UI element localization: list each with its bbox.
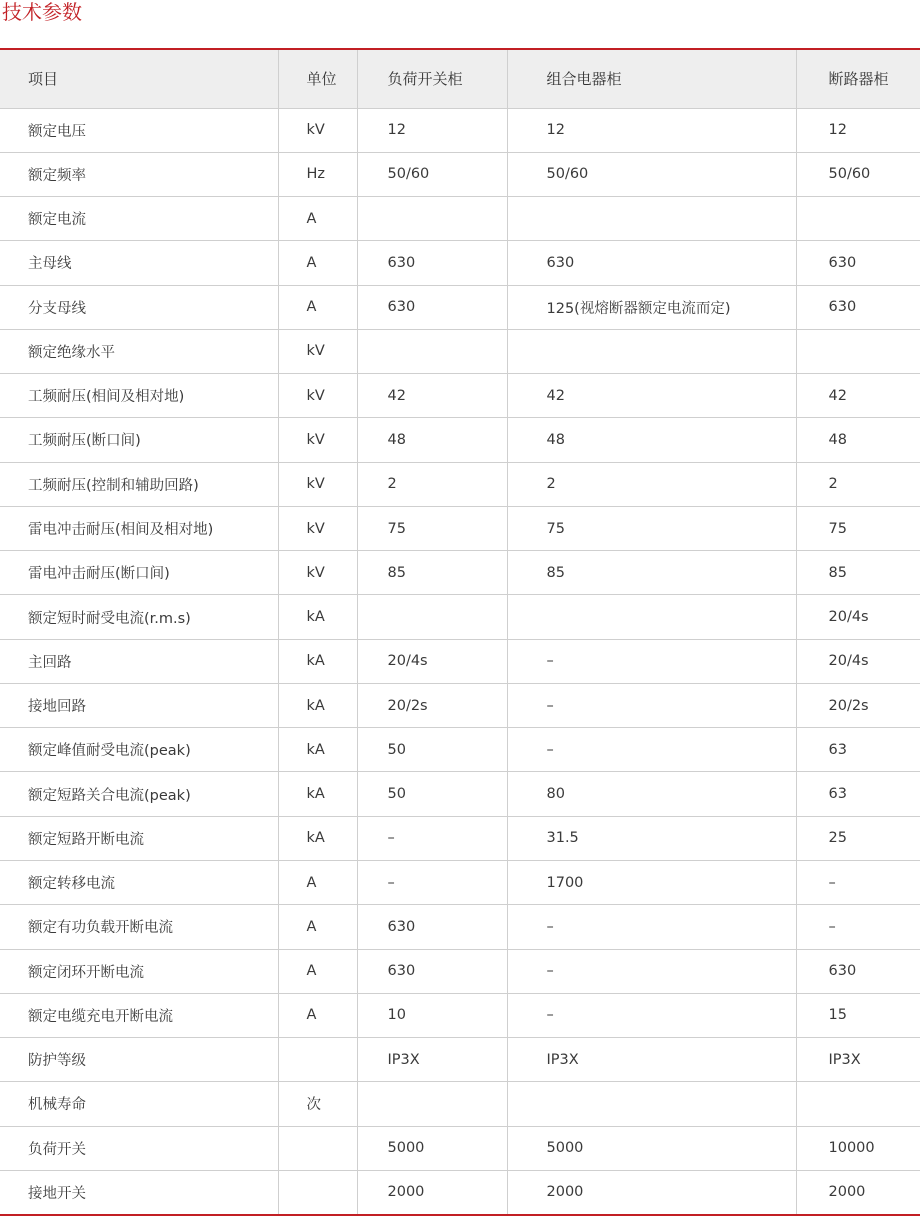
row-item-cell: 额定闭环开断电流	[0, 949, 278, 993]
row-combined-apparatus-value: 630	[507, 241, 796, 285]
row-unit-cell: kV	[278, 506, 357, 550]
row-unit-cell: A	[278, 197, 357, 241]
row-item-cell: 额定转移电流	[0, 861, 278, 905]
row-combined-apparatus-value	[507, 595, 796, 639]
row-circuit-breaker-value: 63	[796, 772, 920, 816]
row-load-switch-value: 630	[357, 949, 507, 993]
row-unit-cell: 次	[278, 1082, 357, 1126]
row-item-cell: 额定电流	[0, 197, 278, 241]
row-load-switch-value: 2	[357, 462, 507, 506]
row-circuit-breaker-value: 2000	[828, 1184, 866, 1201]
row-item-cell: 雷电冲击耐压(相间及相对地)	[0, 506, 278, 550]
table-row	[0, 506, 920, 550]
row-circuit-breaker-value: 20/4s	[796, 639, 920, 683]
row-combined-apparatus-value: IP3X	[507, 1038, 796, 1082]
row-circuit-breaker-value: –	[796, 905, 920, 949]
row-circuit-breaker-value: 48	[796, 418, 920, 462]
page-title: 技术参数	[2, 0, 82, 24]
table-row	[0, 816, 920, 860]
row-unit-cell: kV	[278, 108, 357, 152]
table-row	[0, 993, 920, 1037]
table-row	[0, 639, 920, 683]
table-row	[0, 683, 920, 727]
row-load-switch-value: 48	[357, 418, 507, 462]
row-combined-apparatus-value: 50/60	[507, 152, 796, 196]
row-unit-cell: kV	[278, 551, 357, 595]
row-combined-apparatus-value: 125(视熔断器额定电流而定)	[507, 285, 796, 329]
row-unit-cell: A	[278, 861, 357, 905]
row-item-cell: 额定有功负载开断电流	[0, 905, 278, 949]
row-unit-cell: kA	[278, 683, 357, 727]
row-combined-apparatus-value: 12	[507, 108, 796, 152]
row-item-cell: 主母线	[0, 241, 278, 285]
row-load-switch-value: 75	[357, 506, 507, 550]
row-circuit-breaker-value	[796, 197, 920, 241]
header-item: 项目	[0, 49, 278, 108]
table-row	[0, 551, 920, 595]
table-row	[0, 1038, 920, 1082]
table-row	[0, 285, 920, 329]
row-load-switch-value: 10	[357, 993, 507, 1037]
header-circuit-breaker-cabinet: 断路器柜	[796, 49, 920, 108]
row-item-cell: 额定短路关合电流(peak)	[0, 772, 278, 816]
row-item-cell: 额定绝缘水平	[0, 329, 278, 373]
row-load-switch-value	[357, 1082, 507, 1126]
row-combined-apparatus-value: 85	[507, 551, 796, 595]
row-unit-cell: kA	[278, 772, 357, 816]
table-row	[0, 595, 920, 639]
row-circuit-breaker-value: 42	[796, 374, 920, 418]
row-item-cell: 接地回路	[0, 683, 278, 727]
table-row	[0, 241, 920, 285]
row-unit-cell: kA	[278, 639, 357, 683]
row-circuit-breaker-value	[796, 1082, 920, 1126]
row-combined-apparatus-value: 75	[507, 506, 796, 550]
row-load-switch-value: 20/2s	[357, 683, 507, 727]
row-unit-cell	[278, 1170, 357, 1214]
row-combined-apparatus-value: –	[507, 993, 796, 1037]
row-load-switch-value: 630	[357, 241, 507, 285]
row-unit-cell	[278, 1038, 357, 1082]
row-load-switch-value: 630	[357, 285, 507, 329]
header-combined-apparatus-cabinet: 组合电器柜	[507, 49, 796, 108]
row-load-switch-value	[357, 595, 507, 639]
row-unit-cell: kV	[278, 329, 357, 373]
row-circuit-breaker-value: 2	[796, 462, 920, 506]
row-circuit-breaker-value: 12	[796, 108, 920, 152]
row-circuit-breaker-value: 630	[796, 241, 920, 285]
row-item-cell: 雷电冲击耐压(断口间)	[0, 551, 278, 595]
row-load-switch-value: 12	[357, 108, 507, 152]
row-circuit-breaker-value: –	[796, 861, 920, 905]
row-unit-cell: A	[278, 949, 357, 993]
row-load-switch-value: 50/60	[357, 152, 507, 196]
row-item-cell: 接地开关	[0, 1170, 278, 1214]
row-load-switch-value: 50	[357, 728, 507, 772]
row-circuit-breaker-value: IP3X	[796, 1038, 920, 1082]
row-combined-apparatus-value: 5000	[507, 1126, 796, 1170]
row-combined-apparatus-value	[507, 197, 796, 241]
row-load-switch-value: 42	[357, 374, 507, 418]
row-item-cell: 负荷开关	[0, 1126, 278, 1170]
table-row	[0, 108, 920, 152]
row-unit-cell	[278, 1126, 357, 1170]
table-row	[0, 418, 920, 462]
table-header-row	[0, 49, 920, 108]
row-item-cell: 额定电缆充电开断电流	[0, 993, 278, 1037]
row-item-cell: 分支母线	[0, 285, 278, 329]
row-circuit-breaker-value: 25	[796, 816, 920, 860]
table-row	[0, 462, 920, 506]
row-combined-apparatus-value: –	[507, 639, 796, 683]
table-row	[0, 1170, 920, 1214]
row-circuit-breaker-value: 20/2s	[796, 683, 920, 727]
row-combined-apparatus-value: 2	[507, 462, 796, 506]
row-combined-apparatus-value: 31.5	[507, 816, 796, 860]
row-combined-apparatus-value: 48	[507, 418, 796, 462]
row-item-cell: 工频耐压(断口间)	[0, 418, 278, 462]
table-row	[0, 728, 920, 772]
table-row	[0, 197, 920, 241]
row-unit-cell: Hz	[278, 152, 357, 196]
row-load-switch-value: 2000	[357, 1170, 507, 1214]
row-unit-cell: kA	[278, 728, 357, 772]
table-row	[0, 329, 920, 373]
row-load-switch-value: 85	[357, 551, 507, 595]
row-unit-cell: A	[278, 285, 357, 329]
row-combined-apparatus-value: 2000	[507, 1170, 796, 1214]
row-item-cell: 机械寿命	[0, 1082, 278, 1126]
row-circuit-breaker-value: 15	[796, 993, 920, 1037]
table-row	[0, 861, 920, 905]
row-unit-cell: kV	[278, 462, 357, 506]
row-circuit-breaker-value: 630	[796, 949, 920, 993]
table-row	[0, 374, 920, 418]
row-load-switch-value: –	[357, 861, 507, 905]
row-circuit-breaker-value: 50/60	[796, 152, 920, 196]
row-unit-cell: kA	[278, 595, 357, 639]
row-combined-apparatus-value: 42	[507, 374, 796, 418]
row-circuit-breaker-value: 20/4s	[796, 595, 920, 639]
row-item-cell: 额定短时耐受电流(r.m.s)	[0, 595, 278, 639]
table-row	[0, 772, 920, 816]
row-load-switch-value: IP3X	[357, 1038, 507, 1082]
row-item-cell: 额定短路开断电流	[0, 816, 278, 860]
row-circuit-breaker-value: 85	[796, 551, 920, 595]
row-combined-apparatus-value: 80	[507, 772, 796, 816]
row-combined-apparatus-value: –	[507, 905, 796, 949]
row-unit-cell: kV	[278, 374, 357, 418]
row-load-switch-value	[357, 329, 507, 373]
row-item-cell: 额定峰值耐受电流(peak)	[0, 728, 278, 772]
spec-table	[0, 48, 920, 1216]
row-load-switch-value: 20/4s	[357, 639, 507, 683]
row-load-switch-value: 630	[357, 905, 507, 949]
row-combined-apparatus-value: 1700	[507, 861, 796, 905]
row-load-switch-value	[357, 197, 507, 241]
row-combined-apparatus-value: –	[507, 949, 796, 993]
row-load-switch-value: 5000	[357, 1126, 507, 1170]
row-item-cell: 额定频率	[0, 152, 278, 196]
row-circuit-breaker-value: 10000	[796, 1126, 920, 1170]
row-load-switch-value: –	[357, 816, 507, 860]
row-item-cell: 主回路	[0, 639, 278, 683]
row-unit-cell: A	[278, 905, 357, 949]
table-body	[0, 108, 920, 1215]
row-unit-cell: A	[278, 241, 357, 285]
row-combined-apparatus-value	[507, 329, 796, 373]
row-item-cell: 防护等级	[0, 1038, 278, 1082]
row-combined-apparatus-value: –	[507, 728, 796, 772]
row-item-cell: 工频耐压(控制和辅助回路)	[0, 462, 278, 506]
table-row	[0, 1126, 920, 1170]
table-row	[0, 949, 920, 993]
row-circuit-breaker-value: 63	[796, 728, 920, 772]
header-load-switch-cabinet: 负荷开关柜	[357, 49, 507, 108]
table-row	[0, 1082, 920, 1126]
row-circuit-breaker-value	[796, 329, 920, 373]
row-unit-cell: A	[278, 993, 357, 1037]
row-combined-apparatus-value: –	[507, 683, 796, 727]
row-combined-apparatus-value	[507, 1082, 796, 1126]
table-row	[0, 152, 920, 196]
row-unit-cell: kA	[278, 816, 357, 860]
table-row	[0, 905, 920, 949]
row-circuit-breaker-value: 630	[796, 285, 920, 329]
row-unit-cell: kV	[278, 418, 357, 462]
row-load-switch-value: 50	[357, 772, 507, 816]
row-item-cell: 工频耐压(相间及相对地)	[0, 374, 278, 418]
row-item-cell: 额定电压	[0, 108, 278, 152]
header-unit: 单位	[278, 49, 357, 108]
row-circuit-breaker-value: 75	[796, 506, 920, 550]
